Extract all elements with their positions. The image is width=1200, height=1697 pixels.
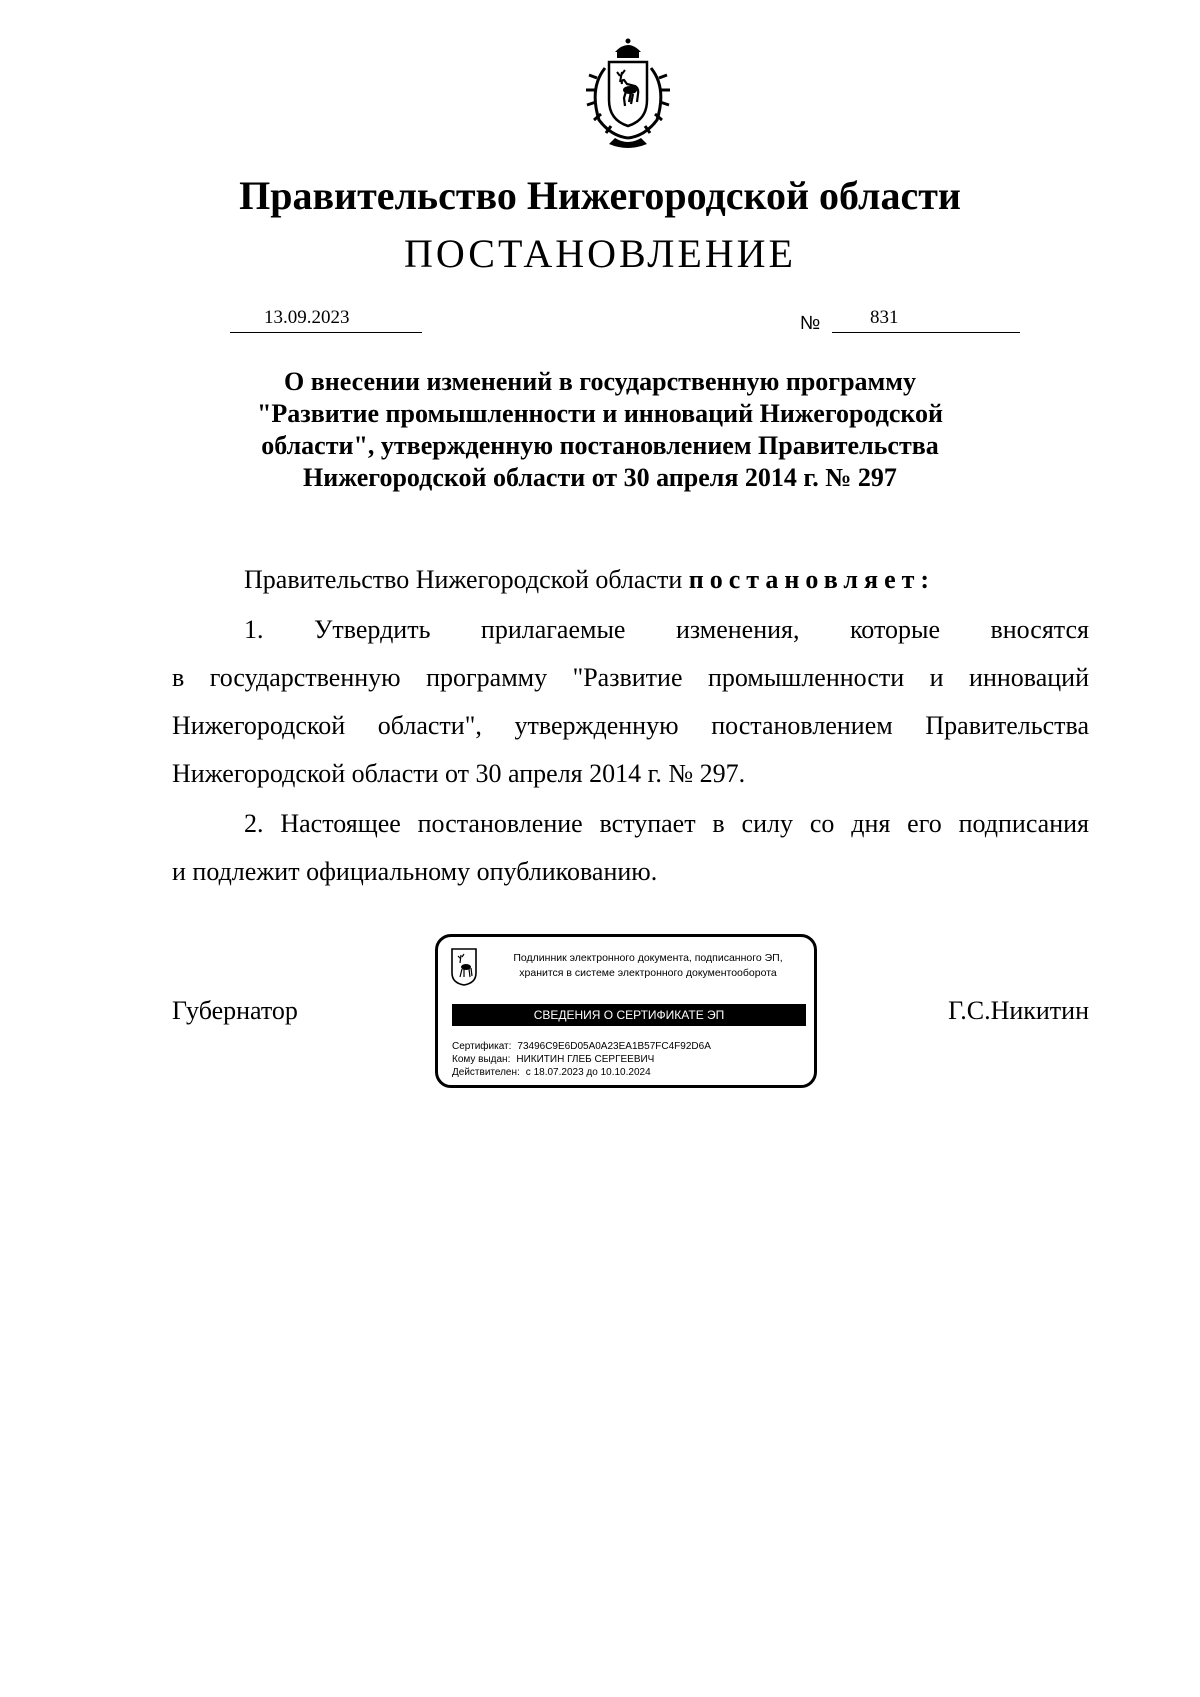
subject-line: О внесении изменений в государственную программу [284, 367, 916, 396]
paragraph-line: Нижегородской области от 30 апреля 2014 г. № 297. [172, 759, 746, 788]
paragraph-line: 2. Настоящее постановление вступает в силу со дня его подписания [244, 809, 1089, 838]
paragraph-line: Нижегородской области", утвержденную постановлением Правительства [172, 711, 1089, 740]
number-field [832, 306, 1020, 333]
document-date: 13.09.2023 [264, 307, 350, 328]
electronic-signature-stamp [435, 934, 817, 1088]
paragraph-line: и подлежит официальному опубликованию. [172, 857, 658, 886]
document-number: 831 [870, 307, 899, 328]
subject-line: "Развитие промышленности и инноваций Нижегородской [256, 399, 944, 428]
stamp-notice-line: хранится в системе электронного документооборота [519, 967, 777, 979]
certificate-row [452, 1040, 711, 1053]
preamble-paragraph [172, 556, 1089, 604]
document-type: ПОСТАНОВЛЕНИЕ [404, 231, 796, 276]
certificate-label: Сертификат: [452, 1041, 512, 1052]
signer-name: Г.С.Никитин [948, 996, 1089, 1025]
issued-to-label: Кому выдан: [452, 1054, 511, 1065]
paragraph-2 [172, 800, 1089, 896]
coat-of-arms-icon [450, 947, 478, 987]
preamble-lead: Правительство Нижегородской области [244, 565, 683, 594]
coat-of-arms-emblem [575, 38, 681, 148]
paragraph-line: в государственную программу "Развитие промышленности и инноваций [172, 663, 1089, 692]
government-title: Правительство Нижегородской области [239, 173, 961, 218]
paragraph-line: 1. Утвердить прилагаемые изменения, которые вносятся [244, 615, 1089, 644]
issued-to-value: НИКИТИН ГЛЕБ СЕРГЕЕВИЧ [516, 1054, 655, 1065]
validity-label: Действителен: [452, 1067, 520, 1078]
document-subject [200, 366, 1000, 494]
subject-line: области", утвержденную постановлением Правительства [261, 431, 939, 460]
issued-to-row [452, 1053, 654, 1066]
date-field [230, 306, 422, 333]
number-sign: № [800, 313, 821, 334]
subject-line: Нижегородской области от 30 апреля 2014 г. № 297 [303, 463, 897, 492]
certificate-value: 73496C9E6D05A0A23EA1B57FC4F92D6A [517, 1041, 711, 1052]
certificate-header-bar: СВЕДЕНИЯ О СЕРТИФИКАТЕ ЭП [452, 1004, 806, 1026]
validity-value: с 18.07.2023 до 10.10.2024 [525, 1067, 651, 1078]
stamp-notice-line: Подлинник электронного документа, подписанного ЭП, [513, 952, 783, 964]
validity-row [452, 1066, 651, 1079]
preamble-verb: постановляет: [688, 565, 936, 594]
paragraph-1 [172, 606, 1089, 798]
signer-title: Губернатор [172, 996, 298, 1025]
